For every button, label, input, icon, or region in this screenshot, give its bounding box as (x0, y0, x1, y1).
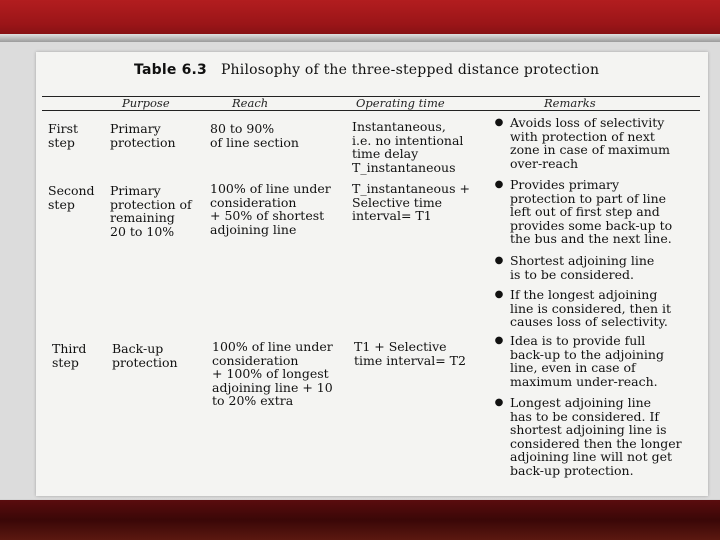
table-title-text: Philosophy of the three-stepped distance protection (220, 62, 600, 78)
remark-5-text: Idea is to provide full back-up to the adjoining line, even in case of maximum under-reach. (510, 333, 664, 389)
row3-step: Third step (52, 341, 87, 370)
remark-2-text: Provides primary protection to part of line left out of first step and provides some back-up to the bus and the next line. (510, 177, 673, 246)
header-purpose: Purpose (122, 96, 170, 110)
row1-purpose: Primary protection (110, 121, 176, 150)
row2-reach: 100% of line under consideration + 50% of shortest adjoining line (210, 181, 331, 237)
remark-2 (492, 178, 672, 246)
row3-reach: 100% of line under consideration + 100% of longest adjoining line + 10 to 20% extra (212, 339, 333, 408)
bullet-icon: ● (494, 117, 504, 128)
row2-step: Second step (48, 183, 95, 212)
bullet-icon: ● (494, 289, 504, 300)
remark-1-text: Avoids loss of selectivity with protection of next zone in case of maximum over-reach (510, 115, 671, 171)
remark-6-text: Longest adjoining line has to be considered. If shortest adjoining line is considered then the longer adjoining line will not get back-up protection. (510, 395, 682, 478)
header-remarks: Remarks (544, 96, 596, 110)
remark-6 (492, 396, 682, 477)
row3-operating-time: T1 + Selective time interval= T2 (354, 339, 466, 368)
bullet-icon: ● (494, 397, 504, 408)
bullet-icon: ● (494, 255, 504, 266)
bullet-icon: ● (494, 335, 504, 346)
row1-step: First step (48, 121, 79, 150)
remark-5 (492, 334, 664, 388)
row1-operating-time: Instantaneous, i.e. no intentional time delay T_instantaneous (352, 119, 464, 175)
remark-4-text: If the longest adjoining line is considered, then it causes loss of selectivity. (510, 287, 672, 329)
row2-purpose: Primary protection of remaining 20 to 10% (110, 183, 192, 239)
header-reach: Reach (232, 96, 269, 110)
bullet-icon: ● (494, 179, 504, 190)
remark-3 (492, 254, 654, 281)
row1-reach: 80 to 90% of line section (210, 121, 299, 150)
slide-background-bottom (0, 500, 720, 540)
table-label: Table 6.3 (134, 62, 207, 78)
header-operating-time: Operating time (356, 96, 445, 110)
row2-operating-time: T_instantaneous + Selective time interval= T1 (352, 181, 470, 223)
row3-purpose: Back-up protection (112, 341, 178, 370)
header-bottom-rule (42, 110, 700, 111)
remark-3-text: Shortest adjoining line is to be considered. (510, 253, 655, 282)
remark-4 (492, 288, 671, 329)
table-title (134, 62, 599, 78)
remark-1 (492, 116, 670, 170)
slide-top-bar (0, 34, 720, 42)
scanned-page (36, 52, 708, 496)
